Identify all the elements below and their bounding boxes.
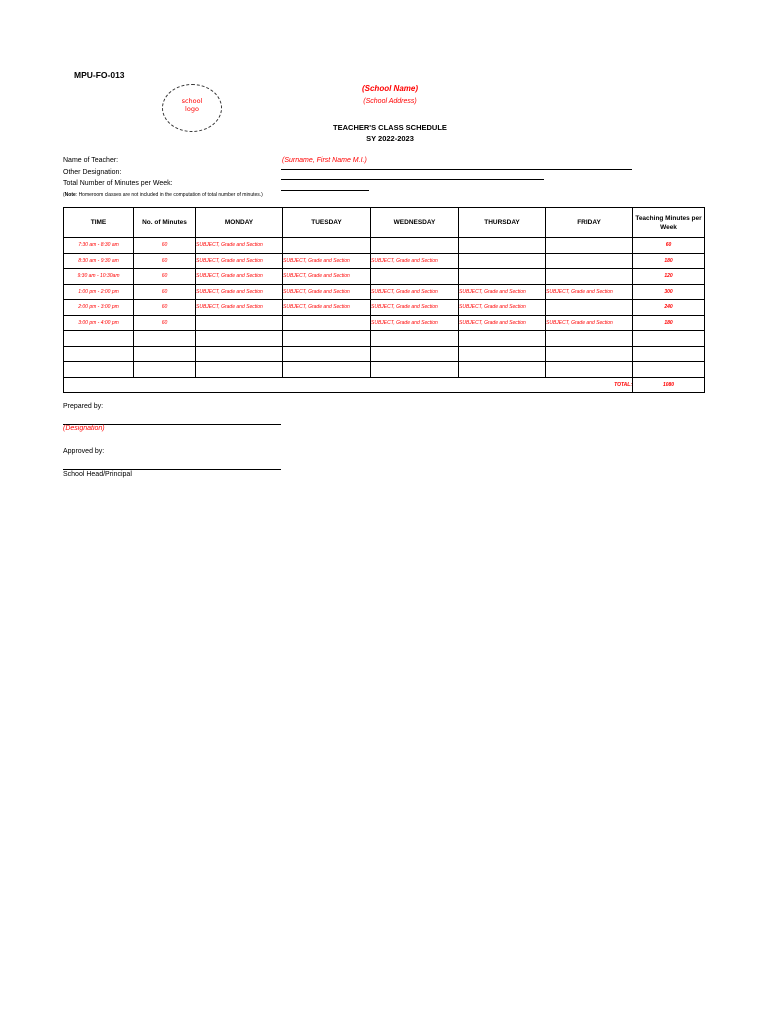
- teacher-name-line: [281, 169, 632, 170]
- teacher-name-label: Name of Teacher:: [63, 157, 119, 164]
- minutes-cell: 60: [134, 300, 196, 316]
- empty-cell: [371, 331, 459, 347]
- minutes-cell: 60: [134, 238, 196, 254]
- total-row: [64, 377, 705, 392]
- empty-cell: [134, 346, 196, 362]
- minutes-label: Total Number of Minutes per Week:: [63, 180, 173, 187]
- wednesday-cell: SUBJECT, Grade and Section: [371, 300, 459, 316]
- weekly-minutes-cell: 120: [633, 269, 705, 285]
- header-minutes: No. of Minutes: [134, 208, 196, 238]
- school-logo-placeholder: [162, 84, 222, 132]
- prepared-by-label: Prepared by:: [63, 403, 104, 410]
- header-monday: MONDAY: [196, 208, 283, 238]
- empty-cell: [283, 331, 371, 347]
- empty-cell: [196, 362, 283, 378]
- logo-text-line2: logo: [185, 105, 199, 113]
- table-row: [64, 315, 705, 331]
- header-friday: FRIDAY: [546, 208, 633, 238]
- friday-cell: SUBJECT, Grade and Section: [546, 284, 633, 300]
- weekly-minutes-cell: 60: [633, 238, 705, 254]
- thursday-cell: SUBJECT, Grade and Section: [459, 284, 546, 300]
- total-value: 1080: [633, 377, 705, 392]
- table-row-empty: [64, 331, 705, 347]
- school-name: (School Name): [361, 84, 418, 93]
- tuesday-cell: SUBJECT, Grade and Section: [283, 269, 371, 285]
- thursday-cell: [459, 269, 546, 285]
- wednesday-cell: [371, 269, 459, 285]
- empty-cell: [134, 362, 196, 378]
- empty-cell: [196, 346, 283, 362]
- prepared-designation: (Designation): [63, 425, 105, 432]
- header-teaching-minutes: Teaching Minutes per Week: [633, 208, 705, 238]
- thursday-cell: [459, 253, 546, 269]
- monday-cell: SUBJECT, Grade and Section: [196, 300, 283, 316]
- time-cell: 7:30 am - 8:30 am: [64, 238, 134, 254]
- teacher-name-value: (Surname, First Name M.I.): [282, 157, 367, 164]
- school-head-title: School Head/Principal: [63, 471, 132, 478]
- friday-cell: [546, 253, 633, 269]
- monday-cell: SUBJECT, Grade and Section: [196, 269, 283, 285]
- empty-cell: [546, 346, 633, 362]
- empty-cell: [546, 362, 633, 378]
- wednesday-cell: SUBJECT, Grade and Section: [371, 315, 459, 331]
- designation-line: [281, 179, 544, 180]
- minutes-cell: 60: [134, 253, 196, 269]
- header-time: TIME: [64, 208, 134, 238]
- empty-cell: [459, 346, 546, 362]
- time-cell: 1:00 pm - 2:00 pm: [64, 284, 134, 300]
- minutes-cell: 60: [134, 269, 196, 285]
- minutes-cell: 60: [134, 284, 196, 300]
- time-cell: 9:30 am - 10:30am: [64, 269, 134, 285]
- empty-cell: [633, 362, 705, 378]
- thursday-cell: SUBJECT, Grade and Section: [459, 300, 546, 316]
- friday-cell: SUBJECT, Grade and Section: [546, 315, 633, 331]
- friday-cell: [546, 238, 633, 254]
- weekly-minutes-cell: 300: [633, 284, 705, 300]
- approved-by-label: Approved by:: [63, 448, 105, 455]
- tuesday-cell: SUBJECT, Grade and Section: [283, 284, 371, 300]
- thursday-cell: [459, 238, 546, 254]
- table-header-row: [64, 208, 705, 238]
- monday-cell: SUBJECT, Grade and Section: [196, 284, 283, 300]
- empty-cell: [64, 362, 134, 378]
- empty-cell: [134, 331, 196, 347]
- tuesday-cell: SUBJECT, Grade and Section: [283, 300, 371, 316]
- friday-cell: [546, 300, 633, 316]
- empty-cell: [371, 362, 459, 378]
- homeroom-note: (Note: Homeroom classes are not included in the computation of total number of minutes.): [63, 192, 263, 198]
- minutes-cell: 60: [134, 315, 196, 331]
- empty-cell: [633, 331, 705, 347]
- total-label: TOTAL:: [64, 377, 633, 392]
- school-year: SY 2022-2023: [366, 134, 414, 143]
- empty-cell: [196, 331, 283, 347]
- wednesday-cell: SUBJECT, Grade and Section: [371, 253, 459, 269]
- table-row: [64, 253, 705, 269]
- weekly-minutes-cell: 180: [633, 253, 705, 269]
- thursday-cell: SUBJECT, Grade and Section: [459, 315, 546, 331]
- school-address: (School Address): [363, 98, 417, 105]
- empty-cell: [283, 362, 371, 378]
- time-cell: 3:00 pm - 4:00 pm: [64, 315, 134, 331]
- tuesday-cell: [283, 315, 371, 331]
- monday-cell: [196, 315, 283, 331]
- empty-cell: [64, 331, 134, 347]
- empty-cell: [64, 346, 134, 362]
- empty-cell: [633, 346, 705, 362]
- table-row-empty: [64, 346, 705, 362]
- header-thursday: THURSDAY: [459, 208, 546, 238]
- header-wednesday: WEDNESDAY: [371, 208, 459, 238]
- minutes-line: [281, 190, 369, 191]
- designation-label: Other Designation:: [63, 169, 122, 176]
- tuesday-cell: [283, 238, 371, 254]
- empty-cell: [459, 331, 546, 347]
- time-cell: 2:00 pm - 3:00 pm: [64, 300, 134, 316]
- empty-cell: [546, 331, 633, 347]
- schedule-table: [63, 207, 705, 393]
- friday-cell: [546, 269, 633, 285]
- wednesday-cell: [371, 238, 459, 254]
- table-row-empty: [64, 362, 705, 378]
- form-code: MPU-FO-013: [74, 70, 125, 80]
- time-cell: 8:30 am - 9:30 am: [64, 253, 134, 269]
- empty-cell: [371, 346, 459, 362]
- monday-cell: SUBJECT, Grade and Section: [196, 238, 283, 254]
- logo-text-line1: school: [181, 97, 203, 105]
- table-row: [64, 300, 705, 316]
- header-tuesday: TUESDAY: [283, 208, 371, 238]
- approved-signature-line: [63, 469, 281, 470]
- monday-cell: SUBJECT, Grade and Section: [196, 253, 283, 269]
- weekly-minutes-cell: 240: [633, 300, 705, 316]
- table-row: [64, 238, 705, 254]
- weekly-minutes-cell: 180: [633, 315, 705, 331]
- table-row: [64, 284, 705, 300]
- table-row: [64, 269, 705, 285]
- tuesday-cell: SUBJECT, Grade and Section: [283, 253, 371, 269]
- wednesday-cell: SUBJECT, Grade and Section: [371, 284, 459, 300]
- empty-cell: [459, 362, 546, 378]
- empty-cell: [283, 346, 371, 362]
- document-title: TEACHER'S CLASS SCHEDULE: [333, 123, 447, 132]
